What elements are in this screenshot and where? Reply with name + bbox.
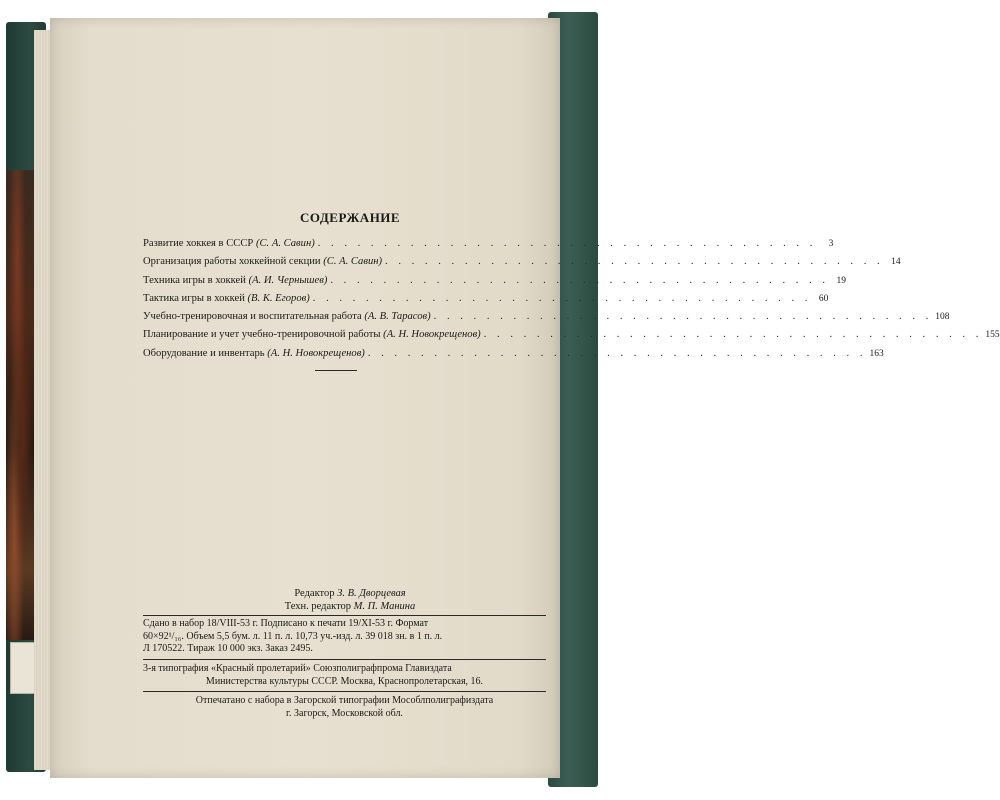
- toc-entry: [143, 274, 847, 293]
- editors-block: [150, 587, 550, 613]
- printer-address: Министерства культуры СССР. Москва, Краснопролетарская, 16.: [205, 675, 484, 687]
- toc-entry-title: Техника игры в хоккей: [143, 274, 246, 286]
- typeset-date: Сдано в набор 18/VIII-53 г.: [143, 618, 258, 629]
- tech-editor-line: [150, 600, 550, 613]
- toc-entry-page: 108: [935, 312, 950, 323]
- printer-name: 3-я типография «Красный пролетарий»: [143, 663, 311, 674]
- printer-union: Союзполиграфпрома Главиздата: [313, 663, 452, 674]
- print-data-block: [143, 618, 546, 656]
- toc-entry: [143, 238, 834, 256]
- circulation-line: Л 170522. Тираж 10 000 экз. Заказ 2495.: [143, 643, 313, 654]
- reprint-printer: Отпечатано с набора в Загорской типографии Мособлполиграфиздата: [195, 695, 494, 706]
- toc-entry-author: (А. Н. Новокрещенов): [383, 329, 481, 341]
- toc-entry-page: 155: [985, 330, 1000, 341]
- toc-entry: [143, 347, 884, 366]
- toc-entry-title: Учебно-тренировочная и воспитательная работа: [143, 311, 362, 323]
- tech-editor-label: Техн. редактор: [284, 601, 352, 612]
- toc-leader-dots: . . . . . . . . . . . . . . . . . . . . . . . . . . . . . . . . . . . . . .: [330, 274, 830, 286]
- toc-entry-page: 14: [891, 257, 901, 268]
- imprint-rule-top: [143, 615, 546, 616]
- toc-leader-dots: . . . . . . . . . . . . . . . . . . . . . . . . . . . . . . . . . . . . . .: [385, 256, 884, 268]
- toc-leader-dots: . . . . . . . . . . . . . . . . . . . . . . . . . . . . . . . . . . . . . .: [312, 292, 812, 304]
- toc-entry-author: (С. А. Савин): [323, 256, 383, 268]
- toc-entry-title: Развитие хоккея в СССР: [143, 238, 254, 249]
- marbled-endpaper: [6, 170, 34, 640]
- toc-leader-dots: . . . . . . . . . . . . . . . . . . . . . . . . . . . . . . . . . . . . . .: [483, 329, 983, 341]
- toc-entry: [143, 256, 901, 274]
- format-label: Формат: [395, 618, 429, 629]
- print-dates-line: [143, 618, 546, 631]
- toc-entry-title: Оборудование и инвентарь: [143, 347, 265, 359]
- toc-entry-author: (С. А. Савин): [255, 238, 315, 249]
- toc-leader-dots: . . . . . . . . . . . . . . . . . . . . . . . . . . . . . . . . . . . . . .: [317, 238, 817, 249]
- toc-entry: [143, 311, 950, 329]
- toc-entry: [143, 292, 829, 311]
- toc-entry-author: (А. Н. Новокрещенов): [267, 347, 365, 359]
- toc-title: СОДЕРЖАНИЕ: [300, 210, 401, 225]
- toc-entry-page: 163: [869, 348, 884, 359]
- editor-label: Редактор: [294, 588, 335, 599]
- imprint-rule-middle: [143, 659, 546, 660]
- toc-entry-title: Организация работы хоккейной секции: [143, 256, 321, 268]
- toc-entry-author: (А. В. Тарасов): [364, 311, 431, 323]
- reprint-block: [143, 695, 546, 720]
- toc-entry-title: Планирование и учет учебно-тренировочной работы: [143, 329, 381, 341]
- section-divider: [315, 370, 357, 371]
- toc-entry-page: 19: [836, 275, 847, 286]
- volume-line: 60×92¹/₁₆. Объем 5,5 бум. л. 11 п. л. 10,73 уч.-изд. л. 39 018 зн. в 1 п. л.: [143, 630, 443, 642]
- toc-leader-dots: . . . . . . . . . . . . . . . . . . . . . . . . . . . . . . . . . . . . . .: [433, 311, 933, 323]
- table-of-contents: [143, 238, 1000, 366]
- imprint-rule-bottom: [143, 691, 546, 692]
- signed-date: Подписано к печати 19/XI-53 г.: [260, 618, 393, 629]
- printer-line: [143, 663, 546, 676]
- tech-editor-name: М. П. Манина: [353, 601, 416, 612]
- toc-entry-author: (А. И. Чернышев): [248, 274, 328, 286]
- printer-block: [143, 663, 546, 688]
- toc-entry: [143, 329, 1000, 347]
- toc-entry-page: 3: [828, 239, 834, 249]
- reprint-city: г. Загорск, Московской обл.: [286, 707, 403, 719]
- toc-entry-author: (В. К. Егоров): [247, 292, 310, 304]
- toc-leader-dots: . . . . . . . . . . . . . . . . . . . . . . . . . . . . . . . . . . . . . .: [367, 347, 867, 359]
- editor-name: З. В. Дворцевая: [337, 588, 406, 599]
- editor-line: [150, 587, 550, 600]
- toc-entry-page: 60: [818, 293, 829, 304]
- toc-entry-title: Тактика игры в хоккей: [143, 292, 245, 304]
